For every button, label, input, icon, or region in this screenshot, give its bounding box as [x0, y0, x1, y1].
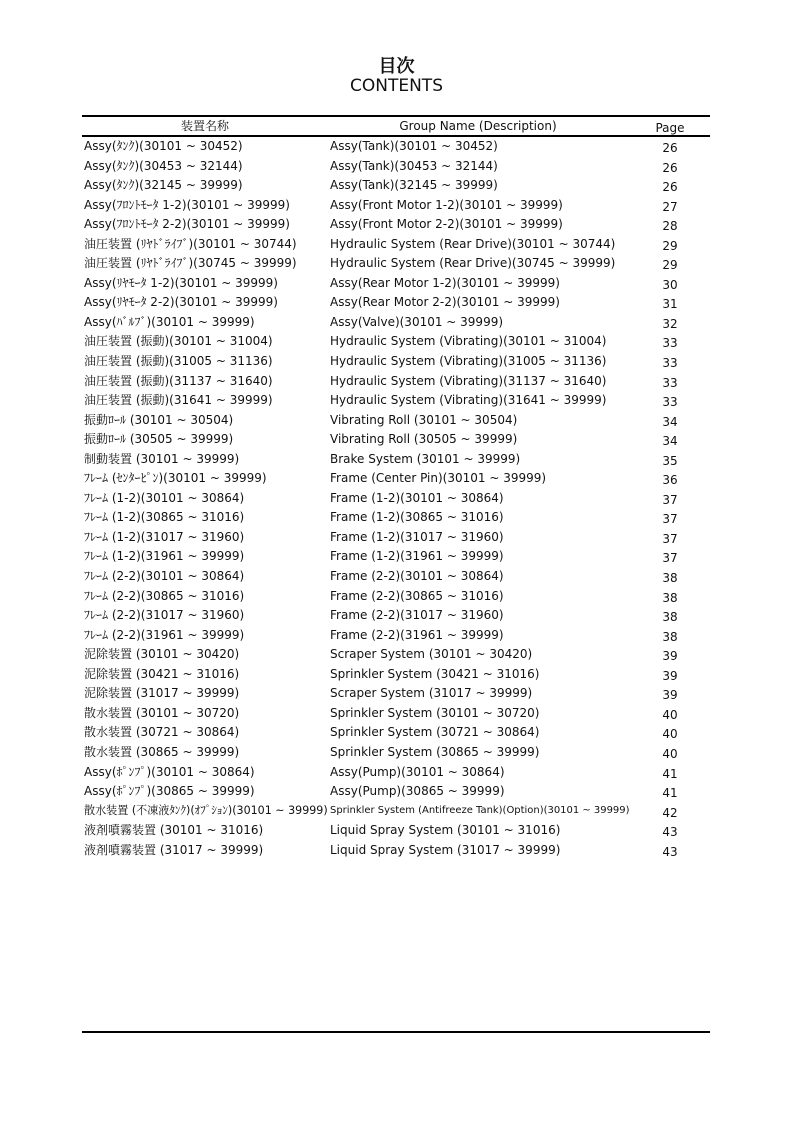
row-group-name: Assy(Tank)(30453 ~ 32144)	[330, 158, 498, 173]
row-page-number: 31	[662, 297, 678, 312]
table-row	[82, 644, 710, 664]
table-row	[82, 781, 710, 801]
row-page-number: 38	[662, 610, 678, 625]
row-japanese-name: ﾌﾚｰﾑ (2-2)(30865 ~ 31016)	[84, 588, 245, 603]
table-row	[82, 371, 710, 391]
top-rule	[82, 115, 710, 117]
contents-table	[82, 136, 710, 859]
table-row	[82, 449, 710, 469]
row-group-name: Frame (2-2)(30865 ~ 31016)	[330, 588, 504, 603]
row-page-number: 26	[662, 180, 678, 195]
table-row	[82, 156, 710, 176]
table-row	[82, 546, 710, 566]
row-page-number: 34	[662, 434, 678, 449]
table-row	[82, 527, 710, 547]
table-row	[82, 234, 710, 254]
row-page-number: 40	[662, 707, 678, 722]
table-row	[82, 820, 710, 840]
row-page-number: 30	[662, 277, 678, 292]
page-title: CONTENTS	[350, 76, 443, 96]
row-japanese-name: 制動装置 (30101 ~ 39999)	[84, 451, 240, 466]
row-group-name: Assy(Rear Motor 2-2)(30101 ~ 39999)	[330, 295, 560, 310]
row-group-name: Brake System (30101 ~ 39999)	[330, 451, 521, 466]
row-group-name: Frame (1-2)(30101 ~ 30864)	[330, 490, 504, 505]
table-row	[82, 390, 710, 410]
table-row	[82, 214, 710, 234]
table-row	[82, 351, 710, 371]
table-row	[82, 762, 710, 782]
row-group-name: Frame (Center Pin)(30101 ~ 39999)	[330, 471, 547, 486]
table-row	[82, 586, 710, 606]
row-japanese-name: ﾌﾚｰﾑ (1-2)(30865 ~ 31016)	[84, 510, 245, 525]
row-japanese-name: 振動ﾛｰﾙ (30505 ~ 39999)	[84, 432, 234, 447]
row-japanese-name: ﾌﾚｰﾑ (2-2)(31961 ~ 39999)	[84, 627, 245, 642]
row-group-name: Assy(Pump)(30101 ~ 30864)	[330, 764, 505, 779]
row-group-name: Frame (2-2)(31017 ~ 31960)	[330, 608, 504, 623]
row-page-number: 26	[662, 141, 678, 155]
bottom-rule	[82, 1031, 710, 1033]
row-japanese-name: 油圧装置 (振動)(31641 ~ 39999)	[84, 393, 273, 408]
table-row	[82, 136, 710, 156]
row-page-number: 41	[662, 786, 678, 801]
row-japanese-name: ﾌﾚｰﾑ (1-2)(31961 ~ 39999)	[84, 549, 245, 564]
column-header-japanese-name: 装置名称	[180, 119, 229, 133]
row-japanese-name: ﾌﾚｰﾑ (ｾﾝﾀｰﾋﾟﾝ)(30101 ~ 39999)	[84, 471, 267, 486]
row-japanese-name: Assy(ﾀﾝｸ)(30101 ~ 30452)	[84, 139, 243, 153]
table-row	[82, 488, 710, 508]
table-row	[82, 625, 710, 645]
row-japanese-name: ﾌﾚｰﾑ (1-2)(30101 ~ 30864)	[84, 490, 245, 505]
row-group-name: Frame (1-2)(31961 ~ 39999)	[330, 549, 504, 564]
row-group-name: Sprinkler System (30421 ~ 31016)	[330, 666, 540, 681]
row-japanese-name: Assy(ﾘﾔﾓｰﾀ 1-2)(30101 ~ 39999)	[84, 275, 278, 290]
row-group-name: Assy(Tank)(32145 ~ 39999)	[330, 178, 498, 193]
row-japanese-name: 散水装置 (不凍液ﾀﾝｸ)(ｵﾌﾟｼｮﾝ)(30101 ~ 39999)	[84, 803, 328, 817]
row-group-name: Sprinkler System (30101 ~ 30720)	[330, 705, 540, 720]
row-page-number: 34	[662, 414, 678, 429]
row-japanese-name: Assy(ﾀﾝｸ)(32145 ~ 39999)	[84, 178, 243, 193]
row-japanese-name: Assy(ﾊﾞﾙﾌﾞ)(30101 ~ 39999)	[84, 314, 255, 329]
row-japanese-name: Assy(ﾘﾔﾓｰﾀ 2-2)(30101 ~ 39999)	[84, 295, 278, 310]
row-group-name: Frame (1-2)(31017 ~ 31960)	[330, 529, 504, 544]
row-group-name: Sprinkler System (30721 ~ 30864)	[330, 725, 540, 740]
row-group-name: Frame (2-2)(31961 ~ 39999)	[330, 627, 504, 642]
row-page-number: 33	[662, 395, 678, 410]
row-page-number: 26	[662, 160, 678, 175]
table-row	[82, 429, 710, 449]
row-group-name: Assy(Rear Motor 1-2)(30101 ~ 39999)	[330, 275, 560, 290]
row-japanese-name: ﾌﾚｰﾑ (2-2)(31017 ~ 31960)	[84, 608, 245, 623]
row-page-number: 33	[662, 356, 678, 371]
row-page-number: 32	[662, 316, 678, 331]
table-row	[82, 683, 710, 703]
row-group-name: Frame (1-2)(30865 ~ 31016)	[330, 510, 504, 525]
table-row	[82, 410, 710, 430]
page-title-japanese: 目次	[378, 56, 415, 77]
row-group-name: Vibrating Roll (30505 ~ 39999)	[330, 432, 518, 447]
column-header-group-name: Group Name (Description)	[399, 119, 557, 133]
row-group-name: Sprinkler System (30865 ~ 39999)	[330, 744, 540, 759]
row-page-number: 35	[662, 453, 678, 468]
row-japanese-name: Assy(ﾌﾛﾝﾄﾓｰﾀ 2-2)(30101 ~ 39999)	[84, 217, 290, 232]
column-header-page: Page	[655, 121, 685, 135]
row-page-number: 39	[662, 649, 678, 664]
row-group-name: Liquid Spray System (30101 ~ 31016)	[330, 823, 561, 838]
row-japanese-name: 散水装置 (30721 ~ 30864)	[84, 725, 240, 740]
row-page-number: 37	[662, 492, 678, 507]
table-row	[82, 722, 710, 742]
row-page-number: 37	[662, 531, 678, 546]
row-japanese-name: 油圧装置 (振動)(30101 ~ 31004)	[84, 334, 273, 349]
row-page-number: 43	[662, 825, 678, 840]
row-page-number: 36	[662, 473, 678, 488]
row-group-name: Assy(Valve)(30101 ~ 39999)	[330, 314, 504, 329]
row-group-name: Liquid Spray System (31017 ~ 39999)	[330, 842, 561, 857]
row-japanese-name: 油圧装置 (振動)(31005 ~ 31136)	[84, 354, 273, 369]
row-group-name: Sprinkler System (Antifreeze Tank)(Option)(30101 ~ 39999)	[330, 804, 630, 816]
table-row	[82, 195, 710, 215]
row-page-number: 38	[662, 590, 678, 605]
row-page-number: 33	[662, 336, 678, 351]
row-group-name: Hydraulic System (Rear Drive)(30101 ~ 30744)	[330, 236, 616, 251]
row-japanese-name: Assy(ﾀﾝｸ)(30453 ~ 32144)	[84, 158, 243, 173]
row-japanese-name: 油圧装置 (ﾘﾔﾄﾞﾗｲﾌﾞ)(30101 ~ 30744)	[84, 236, 297, 251]
row-page-number: 29	[662, 258, 678, 273]
table-row	[82, 566, 710, 586]
row-page-number: 40	[662, 727, 678, 742]
row-page-number: 27	[662, 199, 678, 214]
row-japanese-name: 泥除装置 (31017 ~ 39999)	[84, 686, 240, 701]
table-row	[82, 507, 710, 527]
row-group-name: Assy(Front Motor 2-2)(30101 ~ 39999)	[330, 217, 563, 232]
row-page-number: 40	[662, 746, 678, 761]
row-japanese-name: 泥除装置 (30101 ~ 30420)	[84, 647, 240, 662]
row-group-name: Frame (2-2)(30101 ~ 30864)	[330, 569, 504, 584]
row-group-name: Hydraulic System (Rear Drive)(30745 ~ 39999)	[330, 256, 616, 271]
row-group-name: Hydraulic System (Vibrating)(30101 ~ 31004)	[330, 334, 607, 349]
row-page-number: 42	[662, 805, 678, 820]
row-japanese-name: 振動ﾛｰﾙ (30101 ~ 30504)	[84, 412, 234, 427]
table-row	[82, 742, 710, 762]
row-japanese-name: 液剤噴霧装置 (31017 ~ 39999)	[84, 842, 264, 857]
row-group-name: Assy(Front Motor 1-2)(30101 ~ 39999)	[330, 197, 563, 212]
table-row	[82, 605, 710, 625]
row-page-number: 38	[662, 571, 678, 586]
row-page-number: 28	[662, 219, 678, 234]
row-page-number: 37	[662, 512, 678, 527]
table-row	[82, 175, 710, 195]
row-japanese-name: Assy(ﾎﾟﾝﾌﾟ)(30101 ~ 30864)	[84, 764, 255, 779]
row-group-name: Vibrating Roll (30101 ~ 30504)	[330, 412, 518, 427]
row-group-name: Hydraulic System (Vibrating)(31137 ~ 31640)	[330, 373, 607, 388]
row-group-name: Scraper System (31017 ~ 39999)	[330, 686, 533, 701]
row-group-name: Hydraulic System (Vibrating)(31005 ~ 31136)	[330, 354, 607, 369]
row-japanese-name: 散水装置 (30865 ~ 39999)	[84, 744, 240, 759]
row-japanese-name: 油圧装置 (ﾘﾔﾄﾞﾗｲﾌﾞ)(30745 ~ 39999)	[84, 256, 297, 271]
table-row	[82, 664, 710, 684]
table-row	[82, 703, 710, 723]
row-page-number: 38	[662, 629, 678, 644]
row-japanese-name: 油圧装置 (振動)(31137 ~ 31640)	[84, 373, 273, 388]
row-japanese-name: 泥除装置 (30421 ~ 31016)	[84, 666, 240, 681]
row-page-number: 39	[662, 688, 678, 703]
table-row	[82, 468, 710, 488]
row-page-number: 33	[662, 375, 678, 390]
row-group-name: Assy(Tank)(30101 ~ 30452)	[330, 139, 498, 153]
row-group-name: Assy(Pump)(30865 ~ 39999)	[330, 784, 505, 799]
row-japanese-name: Assy(ﾎﾟﾝﾌﾟ)(30865 ~ 39999)	[84, 784, 255, 799]
row-group-name: Hydraulic System (Vibrating)(31641 ~ 39999)	[330, 393, 607, 408]
row-japanese-name: 液剤噴霧装置 (30101 ~ 31016)	[84, 823, 264, 838]
row-page-number: 39	[662, 668, 678, 683]
table-row	[82, 292, 710, 312]
table-row	[82, 801, 710, 821]
row-japanese-name: Assy(ﾌﾛﾝﾄﾓｰﾀ 1-2)(30101 ~ 39999)	[84, 197, 290, 212]
table-row	[82, 840, 710, 860]
row-japanese-name: ﾌﾚｰﾑ (2-2)(30101 ~ 30864)	[84, 569, 245, 584]
table-row	[82, 312, 710, 332]
table-row	[82, 253, 710, 273]
row-page-number: 37	[662, 551, 678, 566]
row-page-number: 41	[662, 766, 678, 781]
table-row	[82, 273, 710, 293]
row-group-name: Scraper System (30101 ~ 30420)	[330, 647, 533, 662]
row-page-number: 43	[662, 844, 678, 859]
row-japanese-name: 散水装置 (30101 ~ 30720)	[84, 705, 240, 720]
row-page-number: 29	[662, 238, 678, 253]
table-row	[82, 331, 710, 351]
row-japanese-name: ﾌﾚｰﾑ (1-2)(31017 ~ 31960)	[84, 529, 245, 544]
